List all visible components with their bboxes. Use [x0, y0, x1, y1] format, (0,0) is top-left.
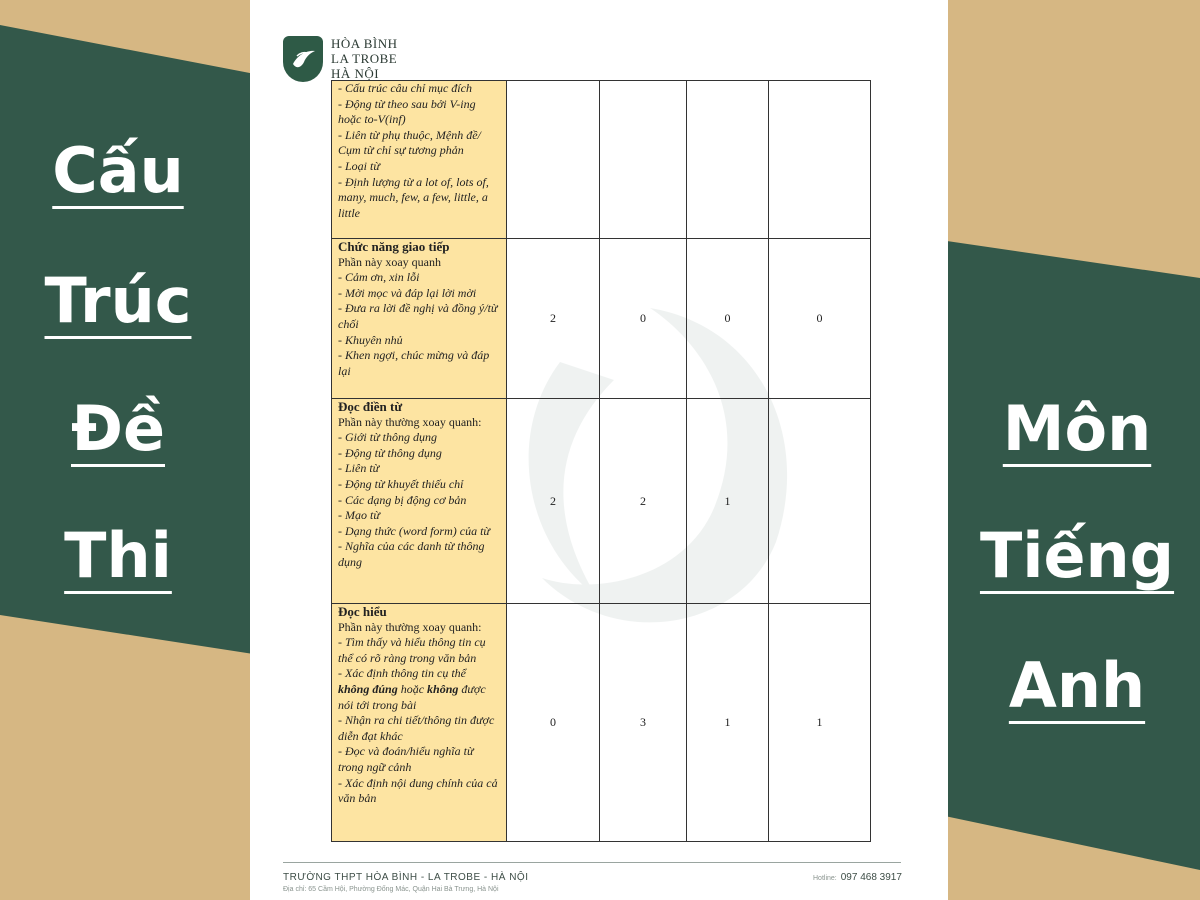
topic-cell: [332, 239, 507, 399]
right-title-word-3: Anh: [1008, 649, 1146, 722]
topic-line: - Loại từ: [338, 158, 380, 173]
bird-logo-icon: [283, 36, 323, 82]
hotline-label: Hotline:: [813, 875, 837, 882]
topic-intro: Phần này xoay quanh: [338, 254, 441, 269]
right-title-word-2: Tiếng: [979, 519, 1175, 592]
topic-line: - Động từ thông dụng: [338, 445, 442, 460]
logo-line-1: HÒA BÌNH: [331, 36, 398, 51]
topic-line: - Định lượng từ a lot of, lots of, many, much, few, a few, little, a little: [338, 174, 489, 220]
value-cell: 1: [769, 604, 871, 842]
left-title-word-4: Thi: [64, 519, 172, 592]
left-title-word-3: Đề: [71, 392, 165, 465]
value-cell: 0: [687, 239, 769, 399]
topic-line: - Nghĩa của các danh từ thông dụng: [338, 539, 485, 569]
topic-line: - Nhận ra chi tiết/thông tin được diễn đạt khác: [338, 713, 495, 743]
topic-line: - Khuyên nhủ: [338, 332, 403, 347]
topic-line: - Mời mọc và đáp lại lời mời: [338, 285, 477, 300]
document-page: [250, 0, 948, 900]
logo-line-3: HÀ NỘI: [331, 66, 380, 81]
table-row: [332, 239, 871, 399]
topic-line: - Giới từ thông dụng: [338, 430, 437, 445]
value-cell: 1: [687, 399, 769, 604]
table-row: [332, 399, 871, 604]
value-cell: 0: [769, 239, 871, 399]
footer-address: Địa chỉ: 65 Cầm Hội, Phường Đống Mác, Quận Hai Bà Trưng, Hà Nội: [283, 886, 499, 893]
topic-line: - Dạng thức (word form) của từ: [338, 523, 490, 538]
value-cell: 2: [507, 239, 600, 399]
topic-title: Đọc điền từ: [338, 399, 403, 414]
exam-structure-table: [331, 80, 871, 842]
value-cell: 0: [507, 604, 600, 842]
topic-line: - Cấu trúc câu chỉ mục đích: [338, 81, 472, 95]
table-row: [332, 604, 871, 842]
table-row: [332, 81, 871, 239]
footer-school-name: TRƯỜNG THPT HÒA BÌNH - LA TROBE - HÀ NỘI: [283, 872, 529, 883]
topic-line: - Đọc và đoán/hiểu nghĩa từ trong ngữ cảnh: [338, 744, 474, 774]
value-cell: [507, 81, 600, 239]
value-cell: 0: [600, 239, 687, 399]
topic-line: - Các dạng bị động cơ bản: [338, 492, 467, 507]
topic-cell: [332, 81, 507, 239]
topic-line: - Tìm thấy và hiểu thông tin cụ thể có rõ ràng trong văn bản: [338, 635, 486, 665]
topic-line: - Xác định thông tin cụ thể không đúng hoặc không được nói tới trong bài: [338, 666, 486, 712]
footer-divider: [283, 862, 901, 863]
school-logo: [283, 36, 397, 82]
left-title-word-2: Trúc: [44, 264, 192, 337]
topic-line: - Động từ theo sau bởi V-ing hoặc to-V(inf): [338, 96, 476, 127]
topic-title: Chức năng giao tiếp: [338, 239, 450, 254]
value-cell: [769, 81, 871, 239]
value-cell: 1: [687, 604, 769, 842]
topic-line: - Xác định nội dung chính của cả văn bản: [338, 775, 498, 806]
topic-intro: Phần này thường xoay quanh:: [338, 414, 482, 429]
topic-title: Đọc hiểu: [338, 604, 387, 619]
topic-line: - Đưa ra lời đề nghị và đồng ý/từ chối: [338, 301, 498, 331]
value-cell: 2: [507, 399, 600, 604]
value-cell: [687, 81, 769, 239]
topic-line: - Mạo từ: [338, 508, 380, 523]
topic-line: - Động từ khuyết thiếu chỉ: [338, 476, 464, 491]
topic-intro: Phần này thường xoay quanh:: [338, 619, 482, 634]
value-cell: 2: [600, 399, 687, 604]
value-cell: [769, 399, 871, 604]
value-cell: [600, 81, 687, 239]
right-title-word-1: Môn: [1002, 392, 1152, 465]
topic-line: - Khen ngợi, chúc mừng và đáp lại: [338, 348, 490, 378]
topic-cell: [332, 604, 507, 842]
topic-line: - Liên từ phụ thuộc, Mệnh đề/ Cụm từ chỉ sự tương phản: [338, 127, 481, 158]
hotline-number: 097 468 3917: [840, 872, 902, 883]
topic-line: - Liên từ: [338, 461, 380, 476]
topic-cell: [332, 399, 507, 604]
value-cell: 3: [600, 604, 687, 842]
left-title-word-1: Cấu: [52, 134, 184, 207]
topic-line: - Cảm ơn, xin lỗi: [338, 270, 420, 285]
logo-line-2: LA TROBE: [331, 51, 398, 66]
footer-hotline: [813, 872, 902, 883]
